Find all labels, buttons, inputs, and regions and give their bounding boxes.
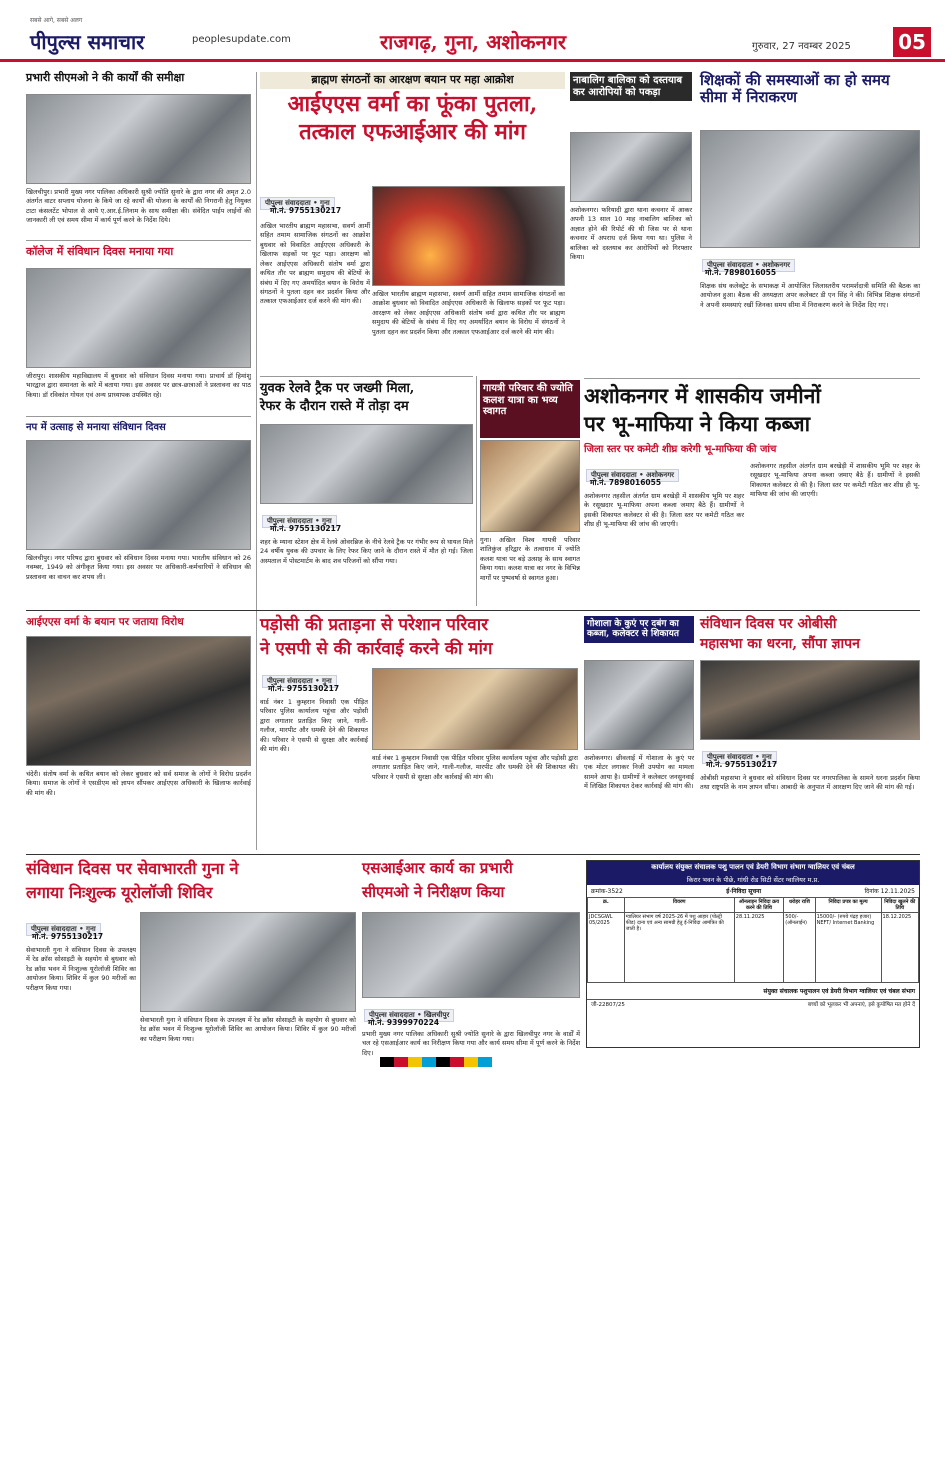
story14-headline-line2: लगाया निःशुल्क यूरोलॉजी शिविर <box>26 883 213 902</box>
tender-subtitle: ई-निविदा सूचना <box>726 888 762 895</box>
tender-header-row <box>588 898 919 913</box>
story9-mobile: मो.नं. 7898016055 <box>590 478 662 487</box>
story15-byline: पीपुल्स संवाददाता • खिलचीपुर <box>364 1009 454 1022</box>
tender-signer: संयुक्त संचालक पशुपालन एवं डेयरी विभाग ग्वालियर एवं चंबल संभाग <box>763 988 915 995</box>
story7-headline: गायत्री परिवार की ज्योति कलश यात्रा का भव्य स्वागत <box>480 380 580 438</box>
story5-mobile: मो.नं. 9755130217 <box>270 524 342 533</box>
story12-headline: गोशाला के कुएं पर दबंग का कब्जा, कलेक्टर से शिकायत <box>584 616 694 643</box>
lead-headline-line2: तत्काल एफआईआर की मांग <box>299 119 526 145</box>
story14-body: सेवाभारती गुना ने संविधान दिवस के उपलक्ष्य में रेड क्रॉस सोसाइटी के सहयोग से बुधवार को रेड क्रॉस भवन में निःशुल्क यूरोलॉजी शिविर का आयोजन किया। शिविर में कुल 90 मरीजों का परीक्षण किया गया। <box>26 946 136 992</box>
lead-headline-line1: आईएएस वर्मा का फूंका पुतला, <box>287 91 538 117</box>
lead-photo <box>372 186 565 286</box>
story14-byline: पीपुल्स संवाददाता • गुना <box>26 923 101 936</box>
story9-headline-line1: अशोकनगर में शासकीय जमीनों <box>584 383 821 408</box>
story1-photo <box>26 94 251 184</box>
story8-headline: शिक्षकों की समस्याओं का हो समय सीमा में निराकरण <box>700 71 890 107</box>
story3-photo <box>26 440 251 550</box>
tender-cell: 18.12.2025 <box>881 913 918 983</box>
story7-photo <box>480 440 580 532</box>
story12-photo <box>584 660 694 750</box>
story13-mobile: मो.नं. 9755130217 <box>706 760 778 769</box>
logo-tagline: सबसे आगे, सबसे अलग <box>30 17 83 24</box>
story2-headline: कॉलेज में संविधान दिवस मनाया गया <box>26 245 174 258</box>
edition-title: राजगढ़, गुना, अशोकनगर <box>380 30 567 54</box>
column-rule <box>476 376 477 606</box>
tender-title: कार्यालय संयुक्त संचालक पशु पालन एवं डेयरी विभाग संभाग ग्वालियर एवं चंबल <box>587 861 919 874</box>
newspaper-logo <box>30 17 145 55</box>
lead-body: अखिल भारतीय ब्राह्मण महासभा, सवर्ण आर्मी सहित तमाम सामाजिक संगठनों का आक्रोश बुधवार को विवादित आईएएस अधिकारी के खिलाफ सड़कों पर फूट पड़ा। आरक्षण को लेकर आईएएस अधिकारी संतोष वर्मा द्वारा कथित तौर पर ब्राह्मण समुदाय की बेटियों के संबंध में दिए गए अमर्यादित बयान के विरोध में संगठनों ने पुतला दहन कर प्रदर्शन किया और तत्काल एफआईआर दर्ज करने की मांग की। <box>260 222 370 306</box>
tender-ref: क्रमांक-3522 <box>591 888 623 895</box>
tender-table <box>587 897 919 983</box>
story14-body-cont: सेवाभारती गुना ने संविधान दिवस के उपलक्ष्य में रेड क्रॉस सोसाइटी के सहयोग से बुधवार को रेड क्रॉस भवन में निःशुल्क यूरोलॉजी शिविर का आयोजन किया। शिविर में कुल 90 मरीजों का परीक्षण किया गया। <box>140 1016 356 1043</box>
story5-byline: पीपुल्स संवाददाता • गुना <box>262 515 337 528</box>
column-rule <box>256 72 257 850</box>
section-divider <box>26 854 920 855</box>
story9-headline-line2: पर भू-माफिया ने किया कब्जा <box>584 411 811 436</box>
tender-cell: ग्वालियर संभाग वर्ष 2025-26 में पशु आहार (पोल्ट्री फीड) दाना एवं अन्य सामग्री हेतु ई-निविदा आमंत्रित की जाती है। <box>624 913 734 983</box>
story15-photo <box>362 912 580 998</box>
story5-body: शहर के म्याना स्टेशन क्षेत्र में रेलवे ओवरब्रिज के नीचे रेलवे ट्रैक पर गंभीर रूप से घायल मिले 24 वर्षीय युवक की उपचार के लिए रेफर किए जाने के दौरान रास्ते में मौत हो गई। जिला अस्पताल में पोस्टमार्टम के बाद शव परिजनों को सौंपा गया। <box>260 538 473 565</box>
story8-photo <box>700 130 920 248</box>
story13-byline: पीपुल्स संवाददाता • गुना <box>702 751 777 764</box>
story9-byline: पीपुल्स संवाददाता • अशोकनगर <box>586 469 679 482</box>
tender-address: किरार भवन के पीछे, गांधी रोड सिटी सेंटर ग्वालियर म.प्र. <box>587 874 919 885</box>
story14-mobile: मो.नं. 9755130217 <box>32 932 104 941</box>
tender-col: क्र. <box>588 898 625 913</box>
tender-date: दिनांक 12.11.2025 <box>864 888 915 895</box>
tender-cell: 15000/- (रुपये पंद्रह हजार) NEFT/ Internet Banking <box>815 913 881 983</box>
website-url[interactable]: peoplesupdate.com <box>192 34 291 45</box>
divider <box>26 240 251 241</box>
story11-byline: पीपुल्स संवाददाता • गुना <box>262 675 337 688</box>
story6-photo <box>570 132 692 202</box>
story11-headline-line1: पड़ोसी की प्रताड़ना से परेशान परिवार <box>260 615 489 635</box>
story6-headline: नाबालिग बालिका को दस्तयाब कर आरोपियों को पकड़ा <box>570 72 692 101</box>
tender-footer-note: बच्चों को भूलकर भी अपनाएं, इसे कुपोषित मत होने दें <box>807 1002 915 1008</box>
tender-col: धरोहर राशि <box>784 898 815 913</box>
story11-photo <box>372 668 578 750</box>
color-registration-bar <box>380 1052 492 1071</box>
section-divider <box>26 610 920 611</box>
story14-photo <box>140 912 356 1012</box>
story15-headline-line1: एसआईआर कार्य का प्रभारी <box>362 859 513 877</box>
tender-footer-ref: जी-22807/25 <box>591 1002 625 1008</box>
tender-notice <box>586 860 920 1048</box>
story15-mobile: मो.नं. 9399970224 <box>368 1018 440 1027</box>
story13-body: ओबीसी महासभा ने बुधवार को संविधान दिवस पर नगरपालिका के सामने धरना प्रदर्शन किया तथा राष्ट्रपति के नाम ज्ञापन सौंपा। आबादी के अनुपात में आरक्षण दिए जाने की मांग की गई। <box>700 774 920 792</box>
story15-body: प्रभारी मुख्य नगर पालिका अधिकारी सुश्री ज्योति सुनारे के द्वारा खिलचीपुर नगर के वार्डों में चल रहे एसआईआर कार्य का निरीक्षण किया गया और कार्य समय सीमा में पूर्ण करने के निर्देश दिए। <box>362 1030 580 1057</box>
story9-body-cont: अशोकनगर तहसील अंतर्गत ग्राम बरखेड़ी में शासकीय भूमि पर शहर के रसूखदार भू-माफिया अपना कब्जा जमाए बैठे हैं। ग्रामीणों ने इसकी शिकायत कलेक्टर से की है। जिला स्तर पर कमेटी गठित कर शीघ्र ही भू-माफिया की जांच की जाएगी। <box>750 462 920 499</box>
tender-cell: JDCSGWL 05/2025 <box>588 913 625 983</box>
page-number: 05 <box>893 27 931 57</box>
story9-body: अशोकनगर तहसील अंतर्गत ग्राम बरखेड़ी में शासकीय भूमि पर शहर के रसूखदार भू-माफिया अपना कब्जा जमाए बैठे हैं। ग्रामीणों ने इसकी शिकायत कलेक्टर से की है। जिला स्तर पर कमेटी गठित कर शीघ्र ही भू-माफिया की जांच की जाएगी। <box>584 492 744 529</box>
tender-row <box>588 913 919 983</box>
tender-col: निविदा प्रपत्र का मूल्य <box>815 898 881 913</box>
story13-headline-line1: संविधान दिवस पर ओबीसी <box>700 616 837 632</box>
tender-col: ऑनलाइन निविदा क्रय करने की तिथि <box>734 898 783 913</box>
lead-byline: पीपुल्स संवाददाता • गुना <box>260 197 335 210</box>
story3-headline: नप में उत्साह से मनाया संविधान दिवस <box>26 422 166 433</box>
edition-date: गुरुवार, 27 नवम्बर 2025 <box>752 41 851 52</box>
story12-body: अशोकनगर। छीवलाई में गोशाला के कुएं पर एक मोटर लगाकर निजी उपयोग का मामला सामने आया है। ग्रामीणों ने कलेक्टर जनसुनवाई में लिखित शिकायत देकर कार्रवाई की मांग की। <box>584 754 694 791</box>
story5-headline-line2: रेफर के दौरान रास्ते में तोड़ा दम <box>260 399 409 414</box>
story2-photo <box>26 268 251 368</box>
divider <box>584 378 920 379</box>
lead-body-cont: अखिल भारतीय ब्राह्मण महासभा, सवर्ण आर्मी सहित तमाम सामाजिक संगठनों का आक्रोश बुधवार को विवादित आईएएस अधिकारी के खिलाफ सड़कों पर फूट पड़ा। आरक्षण को लेकर आईएएस अधिकारी संतोष वर्मा द्वारा कथित तौर पर ब्राह्मण समुदाय की बेटियों के संबंध में दिए गए अमर्यादित बयान के विरोध में संगठनों ने पुतला दहन कर प्रदर्शन किया और तत्काल एफआईआर दर्ज करने की मांग की। <box>372 290 565 336</box>
story11-headline-line2: ने एसपी से की कार्रवाई करने की मांग <box>260 639 493 659</box>
story11-body-cont: वार्ड नंबर 1 कुम्हरान निवासी एक पीड़ित परिवार पुलिस कार्यालय पहुंचा और पड़ोसी द्वारा लगातार प्रताड़ित किए जाने, गाली-गलौज, मारपीट और धमकी देने की शिकायत की। परिवार ने एसपी से सुरक्षा और कार्रवाई की मांग की। <box>372 754 578 781</box>
story3-body: खिलचीपुर। नगर परिषद द्वारा बुधवार को संविधान दिवस मनाया गया। भारतीय संविधान को 26 नवम्बर, 1949 को अंगीकृत किया गया। इस अवसर पर अधिकारी-कर्मचारियों ने संविधान की प्रस्तावना का वाचन कर शपथ ली। <box>26 554 251 581</box>
divider <box>26 416 251 417</box>
lead-mobile: मो.नं. 9755130217 <box>270 206 342 215</box>
story15-headline-line2: सीएमओ ने निरीक्षण किया <box>362 883 505 901</box>
tender-col: निविदा खुलने की तिथि <box>881 898 918 913</box>
story6-body: अशोकनगर। फरियादी द्वारा थाना कचनार में आकर अपनी 13 साल 10 माह नाबालिग बालिका को अज्ञात होने की रिपोर्ट की थी जिस पर से थाना कचनार में अपराध दर्ज किया गया था। पुलिस ने बालिका को दस्तयाब कर आरोपियों को गिरफ्तार किया। <box>570 206 692 262</box>
story11-body: वार्ड नंबर 1 कुम्हरान निवासी एक पीड़ित परिवार पुलिस कार्यालय पहुंचा और पड़ोसी द्वारा लगातार प्रताड़ित किए जाने, गाली-गलौज, मारपीट और धमकी देने की शिकायत की। परिवार ने एसपी से सुरक्षा और कार्रवाई की मांग की। <box>260 698 368 754</box>
story10-photo <box>26 636 251 766</box>
story13-headline-line2: महासभा का धरना, सौंपा ज्ञापन <box>700 636 860 652</box>
divider <box>260 376 473 377</box>
lead-kicker: ब्राह्मण संगठनों का आरक्षण बयान पर महा आक्रोश <box>260 72 565 89</box>
story8-body: शिक्षक संघ कलेक्ट्रेट के सभाकक्ष में आयोजित जिलास्तरीय परामर्शदात्री समिति की बैठक का आयोजन हुआ। बैठक की अध्यक्षता अपर कलेक्टर डी एन सिंह ने की। विभिन्न शिक्षक संगठनों ने अपनी समस्याएं रखीं जिनका समय सीमा में निराकरण करने के निर्देश दिए गए। <box>700 282 920 309</box>
tender-cell: 500/- (ऑनलाईन) <box>784 913 815 983</box>
story14-headline-line1: संविधान दिवस पर सेवाभारती गुना ने <box>26 859 239 878</box>
story8-byline: पीपुल्स संवाददाता • अशोकनगर <box>702 259 795 272</box>
tender-col: विवरण <box>624 898 734 913</box>
story13-photo <box>700 660 920 740</box>
story1-body: खिलचीपुर। प्रभारी मुख्य नगर पालिका अधिकारी सुश्री ज्योति सुनारे के द्वारा नगर की अमृत 2.0 अंतर्गत वाटर सप्लाय योजना के किये जा रहे कार्यों की योजना के कार्यों की निगरानी हेतु नियुक्त टाटा कंसलटेंट भोपाल से आये ए.आर.ई.लिनाम के साथ समीक्षा की। संवेदित पाईप लाईनों की जानकारी ली एवं समय सीमा में कार्य पूर्ण करने के निर्देश दिये। <box>26 188 251 225</box>
logo-text: पीपुल्स समाचार <box>30 30 145 54</box>
story5-photo <box>260 424 473 504</box>
story2-body: जीरापुर। शासकीय महाविद्यालय में बुधवार को संविधान दिवस मनाया गया। प्राचार्य डॉ हिमांशु भारद्वाज द्वारा समानता के बारे में बताया गया। इस अवसर पर छात्र-छात्राओं ने प्रस्तावना का पाठ किया। डॉ रविकांत गोयल एवं अन्य प्राध्यापक उपस्थित रहे। <box>26 372 251 399</box>
story9-subhead: जिला स्तर पर कमेटी शीघ्र करेगी भू-माफिया की जांच <box>584 444 777 455</box>
story11-mobile: मो.नं. 9755130217 <box>268 684 340 693</box>
tender-cell: 28.11.2025 <box>734 913 783 983</box>
story8-mobile: मो.नं. 7898016055 <box>705 268 777 277</box>
story10-headline: आईएएस वर्मा के बयान पर जताया विरोध <box>26 616 184 628</box>
story1-headline: प्रभारी सीएमओ ने की कार्यों की समीक्षा <box>26 71 185 84</box>
story10-body: चंदेरी। संतोष वर्मा के कथित बयान को लेकर बुधवार को सर्व समाज के लोगों ने विरोध प्रदर्शन किया। समाज के लोगों ने एसडीएम को ज्ञापन सौंपकर आईएएस अधिकारी के खिलाफ कार्रवाई की मांग की। <box>26 770 251 797</box>
story7-body: गुना। अखिल विश्व गायत्री परिवार शांतिकुंज हरिद्वार के तत्वाधान में ज्योति कलश यात्रा पर बड़े उत्साह के साथ स्वागत किया गया। कलश यात्रा का नगर के विभिन्न मार्गों पर पुष्पवर्षा से स्वागत हुआ। <box>480 536 580 582</box>
story5-headline-line1: युवक रेलवे ट्रैक पर जख्मी मिला, <box>260 381 415 396</box>
